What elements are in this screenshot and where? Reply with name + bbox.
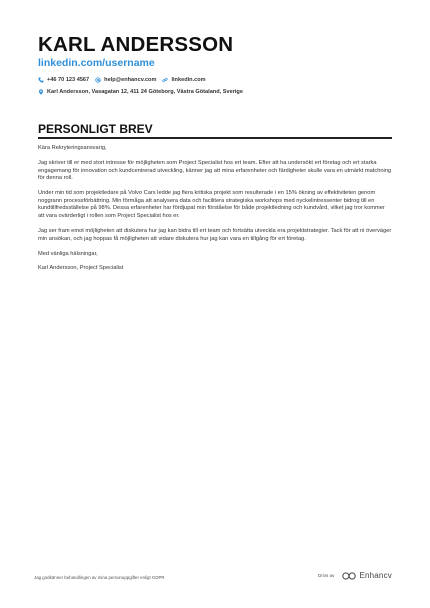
location-pin-icon bbox=[38, 89, 44, 95]
brand-logo[interactable] bbox=[342, 571, 392, 580]
email-text: help@enhancv.com bbox=[104, 77, 157, 83]
letter-salutation: Kära Rekryteringsansvarig, bbox=[38, 145, 107, 151]
letter-body bbox=[38, 145, 392, 280]
link-icon bbox=[162, 77, 168, 83]
section-title: PERSONLIGT BREV bbox=[38, 122, 153, 136]
phone-icon bbox=[38, 77, 44, 83]
letter-paragraph-3: Jag ser fram emot möjligheten att diskutera hur jag kan bidra till ert team och fortsätta utveckla era projektstrategier. Tack för att ni överväger min ansökan, och jag hoppas få möjligheten att vidare diskutera hur jag kan vara en tillgång för ert företag. bbox=[38, 227, 392, 242]
email-icon bbox=[95, 77, 101, 83]
address-row bbox=[38, 89, 243, 95]
applicant-name: KARL ANDERSSON bbox=[38, 33, 234, 56]
contact-linkedin[interactable] bbox=[162, 77, 205, 83]
linkedin-text: linkedin.com bbox=[171, 77, 206, 83]
powered-by-label: Drivs av bbox=[317, 573, 335, 578]
profile-link[interactable]: linkedin.com/username bbox=[38, 57, 155, 69]
letter-closing: Med vänliga hälsningar, bbox=[38, 250, 98, 257]
enhancv-logo-icon bbox=[342, 572, 359, 580]
section-divider bbox=[38, 137, 392, 139]
brand-name: Enhancv bbox=[359, 571, 392, 580]
letter-paragraph-2: Under min tid som projektledare på Volvo Cars ledde jag flera kritiska projekt som resulterade i en 15% ökning av effektiviteten genom noggrann processförbättring. Min förmåga att analysera data och facilitera strategiska workshops med nyckelintressenter bidrog till en kundtillfredsställelse på 98%. Dessa erfarenheter har fördjupat min förståelse för både projektledning och kundvård, vilket jag tror kommer att vara ovärderligt i rollen som Project Specialist hos er. bbox=[38, 190, 385, 219]
gdpr-consent: Jag godkänner behandlingen av mina personuppgifter enligt GDPR bbox=[34, 575, 165, 580]
footer-branding bbox=[318, 571, 392, 580]
address-text: Karl Andersson, Vasagatan 12, 411 24 Göteborg, Västra Götaland, Sverige bbox=[47, 89, 243, 95]
contact-phone[interactable] bbox=[38, 77, 89, 83]
contact-row bbox=[38, 77, 212, 83]
letter-paragraph-1: Jag skriver till er med stort intresse för möjligheten som Project Specialist hos ert team. Efter att ha undersökt ert företag och ert starka engagemang för innovation och kundcentrerad utveckling, känner jag att mina erfarenheter och färdigheter skulle vara en utmärkt matchning för denna roll. bbox=[38, 159, 392, 182]
contact-email[interactable] bbox=[95, 77, 156, 83]
letter-signature: Karl Andersson, Project Specialist bbox=[38, 265, 124, 272]
phone-text: +46 70 123 4567 bbox=[47, 77, 90, 83]
